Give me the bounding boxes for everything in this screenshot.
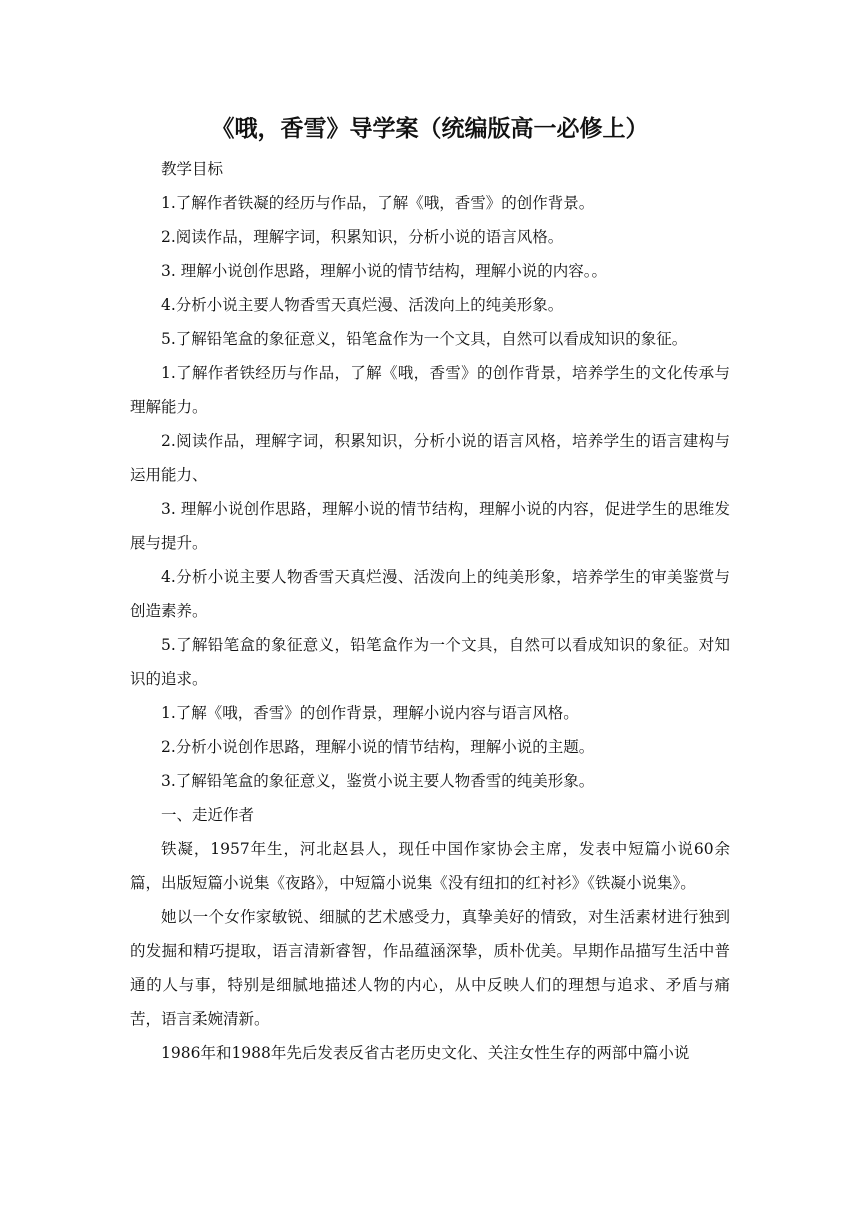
- paragraph: 铁凝，1957年生，河北赵县人，现任中国作家协会主席，发表中短篇小说60余篇，出版短篇小说集《夜路》，中短篇小说集《没有纽扣的红衬衫》《铁凝小说集》。: [130, 840, 730, 892]
- paragraph: 3. 理解小说创作思路，理解小说的情节结构，理解小说的内容。。: [161, 262, 607, 280]
- paragraph: 4.分析小说主要人物香雪天真烂漫、活泼向上的纯美形象，培养学生的审美鉴赏与创造素养。: [130, 568, 730, 620]
- paragraph: 4.分析小说主要人物香雪天真烂漫、活泼向上的纯美形象。: [161, 296, 564, 314]
- paragraph: 5.了解铅笔盒的象征意义，铅笔盒作为一个文具，自然可以看成知识的象征。对知识的追求。: [130, 636, 730, 688]
- section-heading-author: 一、走近作者: [161, 806, 255, 824]
- paragraph: 2.分析小说创作思路，理解小说的情节结构，理解小说的主题。: [161, 738, 595, 756]
- paragraph: 3.了解铅笔盒的象征意义，鉴赏小说主要人物香雪的纯美形象。: [161, 772, 595, 790]
- paragraph: 5.了解铅笔盒的象征意义，铅笔盒作为一个文具，自然可以看成知识的象征。: [161, 330, 688, 348]
- document-body: [130, 152, 730, 1070]
- paragraph: 3. 理解小说创作思路，理解小说的情节结构，理解小说的内容，促进学生的思维发展与提升。: [130, 500, 730, 552]
- paragraph: 1.了解作者铁凝的经历与作品，了解《哦，香雪》的创作背景。: [161, 194, 595, 212]
- paragraph: 她以一个女作家敏锐、细腻的艺术感受力，真挚美好的情致，对生活素材进行独到的发掘和精巧提取，语言清新睿智，作品蕴涵深挚，质朴优美。早期作品描写生活中普通的人与事，特别是细腻地描述人物的内心，从中反映人们的理想与追求、矛盾与痛苦，语言柔婉清新。: [130, 908, 730, 1028]
- paragraph: 1.了解作者铁经历与作品，了解《哦，香雪》的创作背景，培养学生的文化传承与理解能力。: [130, 364, 730, 416]
- paragraph: 2.阅读作品，理解字词，积累知识，分析小说的语言风格。: [161, 228, 564, 246]
- paragraph-objectives-heading: 教学目标: [161, 160, 224, 178]
- document-title: 《哦，香雪》导学案（统编版高一必修上）: [211, 116, 649, 142]
- paragraph: 1.了解《哦，香雪》的创作背景，理解小说内容与语言风格。: [161, 704, 579, 722]
- paragraph: 1986年和1988年先后发表反省古老历史文化、关注女性生存的两部中篇小说: [161, 1044, 690, 1062]
- paragraph: 2.阅读作品，理解字词，积累知识，分析小说的语言风格，培养学生的语言建构与运用能力、: [130, 432, 730, 484]
